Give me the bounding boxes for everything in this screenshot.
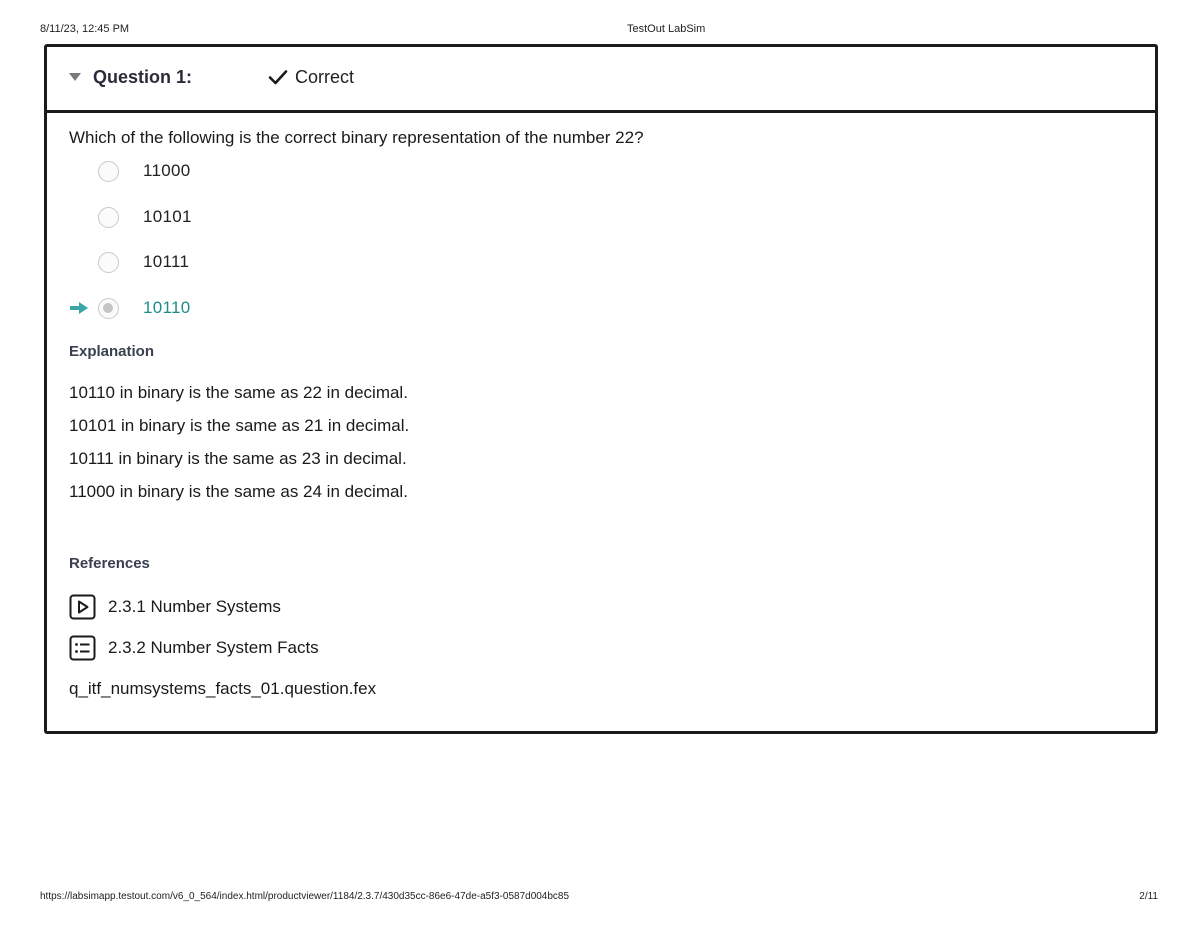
video-icon xyxy=(69,594,96,620)
answer-option[interactable] xyxy=(69,204,469,230)
answer-option-label: 11000 xyxy=(143,161,191,180)
reference-label: 2.3.1 Number Systems xyxy=(108,597,281,616)
question-text: Which of the following is the correct binary representation of the number 22? xyxy=(69,128,644,147)
print-url: https://labsimapp.testout.com/v6_0_564/index.html/productviewer/1184/2.3.7/430d35cc-86e6-47de-a5f3-0587d004bc85 xyxy=(40,891,570,902)
explanation-line: 11000 in binary is the same as 24 in decimal. xyxy=(69,482,408,501)
radio-button[interactable] xyxy=(98,161,119,182)
question-header xyxy=(47,47,1155,113)
explanation-line: 10110 in binary is the same as 22 in decimal. xyxy=(69,383,408,402)
answer-option[interactable] xyxy=(69,158,469,184)
reference-label: 2.3.2 Number System Facts xyxy=(108,638,319,657)
references-heading: References xyxy=(69,555,150,572)
status-text: Correct xyxy=(295,66,355,87)
question-label: Question 1: xyxy=(93,67,193,87)
status-indicator xyxy=(267,66,354,88)
answer-option-label: 10111 xyxy=(143,252,190,271)
question-id: q_itf_numsystems_facts_01.question.fex xyxy=(69,679,377,698)
answer-option-label: 10101 xyxy=(143,207,192,226)
explanation-line: 10111 in binary is the same as 23 in decimal. xyxy=(69,449,407,468)
answer-option-label: 10110 xyxy=(143,298,191,317)
reference-link-facts[interactable] xyxy=(69,635,319,661)
radio-button[interactable] xyxy=(98,207,119,228)
print-title: TestOut LabSim xyxy=(627,23,706,35)
question-card xyxy=(44,44,1158,734)
answer-option-correct[interactable] xyxy=(69,295,469,321)
answer-option[interactable] xyxy=(69,249,469,275)
collapse-triangle-icon[interactable] xyxy=(69,73,81,81)
reference-link-video[interactable] xyxy=(69,594,281,620)
radio-button-selected[interactable] xyxy=(98,298,119,319)
radio-button[interactable] xyxy=(98,252,119,273)
explanation-line: 10101 in binary is the same as 21 in decimal. xyxy=(69,416,410,435)
explanation-heading: Explanation xyxy=(69,343,155,360)
list-icon xyxy=(69,635,96,661)
checkmark-icon xyxy=(267,66,289,88)
print-datetime: 8/11/23, 12:45 PM xyxy=(40,23,130,35)
correct-answer-arrow-icon xyxy=(69,301,89,315)
print-page-number: 2/11 xyxy=(1139,891,1158,902)
